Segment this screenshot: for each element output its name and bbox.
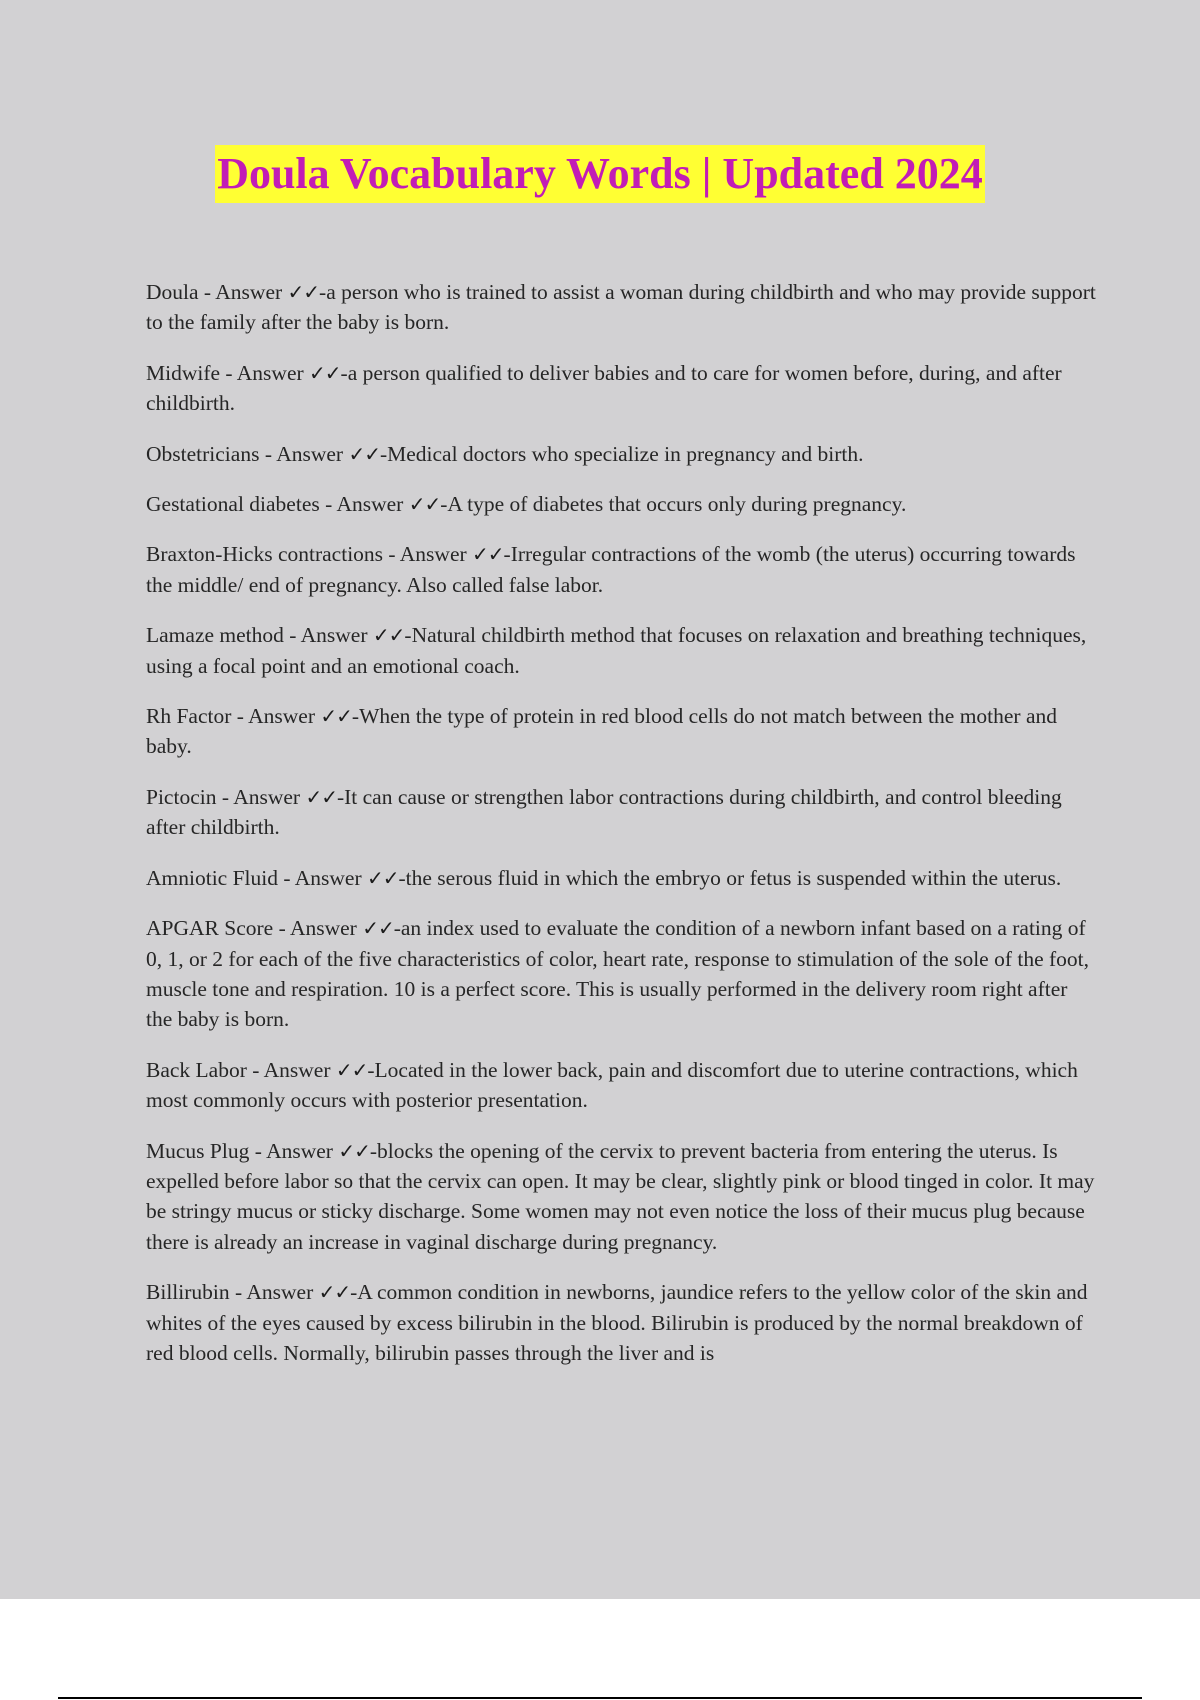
entry-term: Mucus Plug [146,1138,250,1163]
double-check-icon: ✓✓ [309,360,341,385]
double-check-icon: ✓✓ [318,1280,351,1305]
answer-label: Answer [300,623,368,648]
entry-definition: -a person who is trained to assist a woman during childbirth and who may provide support to the family after the baby is born. [146,280,1096,335]
answer-label: Answer [289,916,357,941]
double-check-icon: ✓✓ [287,280,320,304]
page-title: Doula Vocabulary Words | Updated 2024 [215,145,985,203]
entry-definition: -Medical doctors who specialize in pregnancy and birth. [379,441,864,466]
vocabulary-entry: Midwife - Answer ✓✓-a person qualified to deliver babies and to care for women before, during, and after childbirth. [146,360,1062,416]
vocabulary-entry: Pictocin - Answer ✓✓-It can cause or strengthen labor contractions during childbirth, and control bleeding after childbirth. [146,784,1062,840]
entry-term: Doula [146,280,199,304]
entry-term: Obstetricians [146,441,260,466]
entry-term: Gestational diabetes [146,492,320,517]
vocabulary-entry: Amniotic Fluid - Answer ✓✓-the serous fluid in which the embryo or fetus is suspended within the uterus. [146,865,1062,890]
entry-term: Braxton-Hicks contractions [146,542,384,567]
vocabulary-entry: Back Labor - Answer ✓✓-Located in the lower back, pain and discomfort due to uterine contractions, which most commonly occurs with posterior presentation. [146,1057,1078,1113]
entry-definition: -the serous fluid in which the embryo or fetus is suspended within the uterus. [398,865,1062,890]
double-check-icon: ✓✓ [348,441,380,466]
entry-term: APGAR Score [146,916,274,941]
entry-term: Billirubin [146,1280,230,1305]
entry-term: Amniotic Fluid [146,865,278,890]
answer-label: Answer [233,784,301,809]
double-check-icon: ✓✓ [472,542,504,567]
double-check-icon: ✓✓ [366,865,399,890]
double-check-icon: ✓✓ [305,784,337,809]
answer-label: Answer [248,704,316,729]
double-check-icon: ✓✓ [320,704,352,729]
double-check-icon: ✓✓ [335,1057,368,1082]
entry-definition: -a person qualified to deliver babies and to care for women before, during, and after childbirth. [146,360,1062,416]
entry-definition: -When the type of protein in red blood cells do not match between the mother and baby. [146,704,1058,759]
entry-definition: -an index used to evaluate the condition of a newborn infant based on a rating of 0, 1, or 2 for each of the five characteristics of color, heart rate, response to stimulation of the sole of the foot, muscle tone and respiration. 10 is a perfect score. This is usually performed in the delivery room right after the baby is born. [146,916,1090,1032]
footer-divider [58,1697,1142,1699]
answer-label: Answer [266,1138,333,1163]
vocabulary-entry: Obstetricians - Answer ✓✓-Medical doctors who specialize in pregnancy and birth. [146,441,864,466]
entry-term: Midwife [146,360,221,385]
vocabulary-entry: Mucus Plug - Answer ✓✓-blocks the opening of the cervix to prevent bacteria from entering the uterus. Is expelled before labor so that the cervix can open. It may be clear, slightly pink or blood tinged in color. It may be stringy mucus or sticky discharge. Some women may not even notice the loss of their mucus plug because there is already an increase in vaginal discharge during pregnancy. [146,1138,1095,1254]
entry-definition: -A type of diabetes that occurs only during pregnancy. [440,492,907,517]
double-check-icon: ✓✓ [338,1138,370,1163]
entry-definition: -Located in the lower back, pain and discomfort due to uterine contractions, which most commonly occurs with posterior presentation. [146,1057,1078,1113]
answer-label: Answer [215,280,283,304]
answer-label: Answer [276,441,344,466]
entry-term: Pictocin [146,784,217,809]
entry-term: Rh Factor [146,704,232,729]
answer-label: Answer [336,492,404,517]
vocabulary-entry: Doula - Answer ✓✓-a person who is trained to assist a woman during childbirth and who may provide support to the family after the baby is born. [146,280,1096,335]
entry-definition: -blocks the opening of the cervix to prevent bacteria from entering the uterus. Is expelled before labor so that the cervix can open. It may be clear, slightly pink or blood tinged in color. It may be stringy mucus or sticky discharge. Some women may not even notice the loss of their mucus plug because there is already an increase in vaginal discharge during pregnancy. [146,1138,1095,1254]
answer-label: Answer [294,865,362,890]
entry-term: Back Labor [146,1057,247,1082]
vocabulary-list [146,277,1096,1388]
entry-definition: -It can cause or strengthen labor contractions during childbirth, and control bleeding after childbirth. [146,784,1062,840]
title-container [0,145,1200,203]
vocabulary-entry: APGAR Score - Answer ✓✓-an index used to evaluate the condition of a newborn infant based on a rating of 0, 1, or 2 for each of the five characteristics of color, heart rate, response to stimulation of the sole of the foot, muscle tone and respiration. 10 is a perfect score. This is usually performed in the delivery room right after the baby is born. [146,916,1090,1032]
entry-definition: -A common condition in newborns, jaundice refers to the yellow color of the skin and whites of the eyes caused by excess bilirubin in the blood. Bilirubin is produced by the normal breakdown of red blood cells. Normally, bilirubin passes through the liver and is [146,1280,1088,1365]
entry-definition: -Natural childbirth method that focuses on relaxation and breathing techniques, using a focal point and an emotional coach. [146,623,1087,678]
entry-term: Lamaze method [146,623,284,648]
vocabulary-entry: Rh Factor - Answer ✓✓-When the type of protein in red blood cells do not match between the mother and baby. [146,704,1058,759]
vocabulary-entry: Gestational diabetes - Answer ✓✓-A type of diabetes that occurs only during pregnancy. [146,492,907,517]
answer-label: Answer [246,1280,314,1305]
double-check-icon: ✓✓ [408,492,441,517]
answer-label: Answer [399,542,467,567]
vocabulary-entry: Lamaze method - Answer ✓✓-Natural childbirth method that focuses on relaxation and breathing techniques, using a focal point and an emotional coach. [146,623,1087,678]
answer-label: Answer [263,1057,331,1082]
entry-definition: -Irregular contractions of the womb (the uterus) occurring towards the middle/ end of pregnancy. Also called false labor. [146,542,1076,597]
double-check-icon: ✓✓ [372,623,405,648]
vocabulary-entry: Braxton-Hicks contractions - Answer ✓✓-Irregular contractions of the womb (the uterus) occurring towards the middle/ end of pregnancy. Also called false labor. [146,542,1076,597]
answer-label: Answer [236,360,304,385]
double-check-icon: ✓✓ [362,916,394,941]
vocabulary-entry: Billirubin - Answer ✓✓-A common condition in newborns, jaundice refers to the yellow color of the skin and whites of the eyes caused by excess bilirubin in the blood. Bilirubin is produced by the normal breakdown of red blood cells. Normally, bilirubin passes through the liver and is [146,1280,1088,1365]
